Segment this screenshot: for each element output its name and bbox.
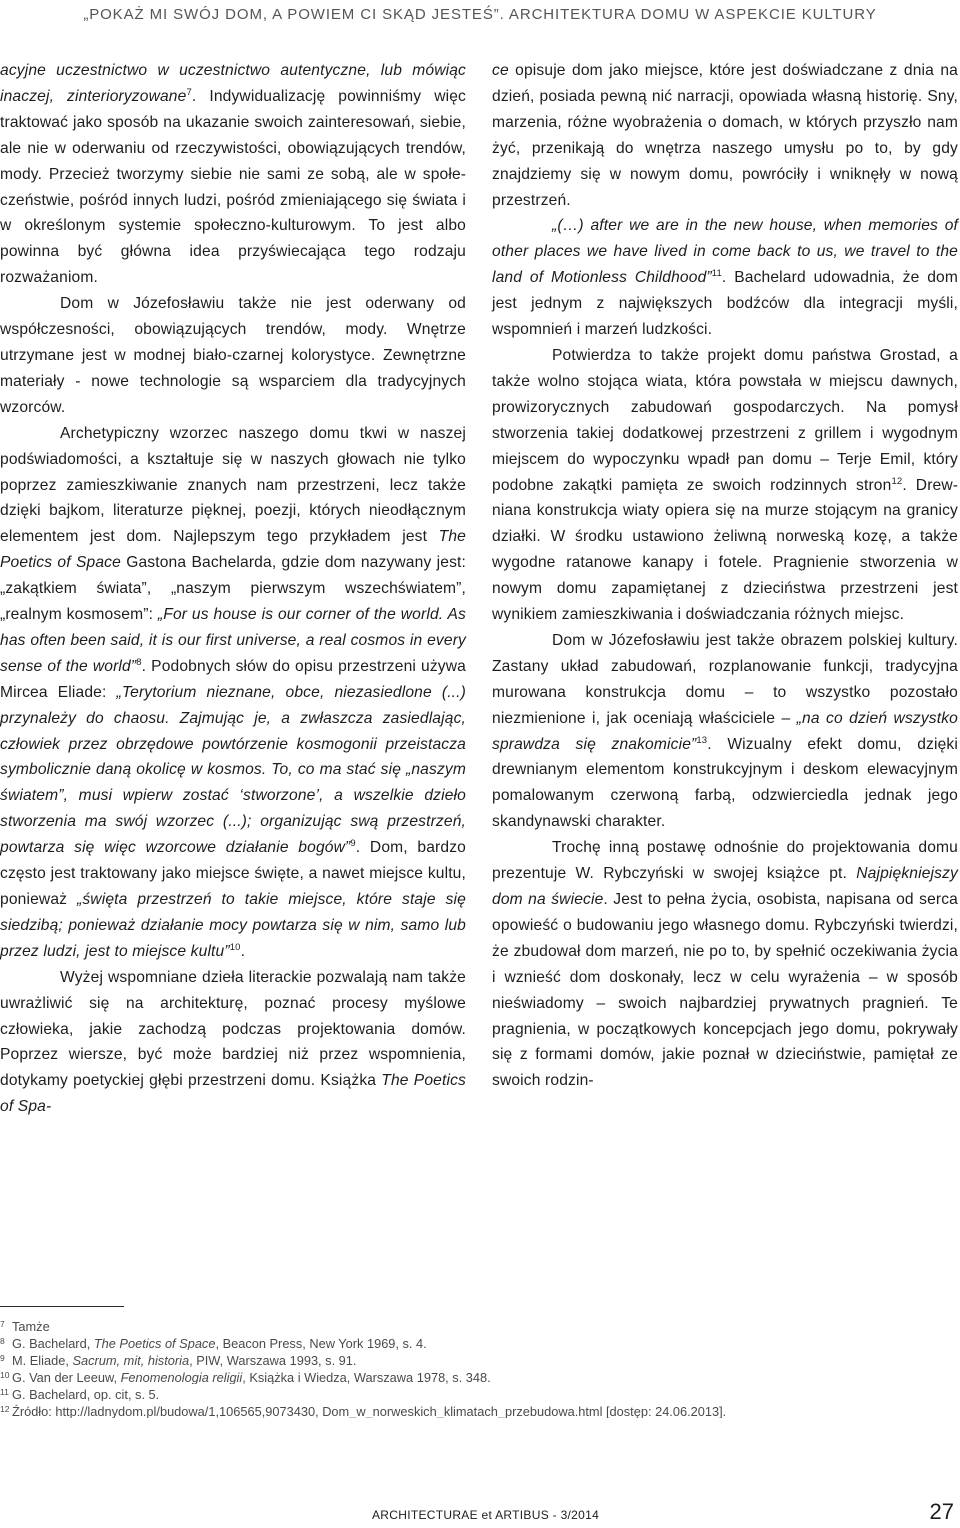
footnote-number: 11 — [0, 1387, 9, 1397]
text-run: Dom w Józefosławiu także nie jest oderwany od współczesności, obowiązujących trendów, mody. Wnętrze utrzymane jest w modnej biało-czarnej kolorystyce. Zewnętrzne materiały - nowe technologie są wsparciem dla tradycyjnych wzorców. — [0, 295, 466, 416]
footnote-ref: 9 — [350, 838, 356, 850]
text-run: M. Eliade, — [12, 1353, 73, 1367]
page-number: 27 — [929, 1499, 954, 1524]
footnote-rule — [0, 1306, 124, 1307]
italic-text: Najpiękniejszy dom na świecie — [492, 865, 958, 908]
italic-text: Sacrum, mit, historia — [72, 1353, 190, 1367]
text-run: Archetypiczny wzorzec naszego domu tkwi w naszej podświadomości, a kształtuje się w naszych głowach nie tylko poprzez zamieszkiwanie znanych nam przestrzeni, lecz także dzięki bajkom, literaturze pięknej, poezji, których nieodłącznym elementem jest dom. Najlepszym tego przykładem jest — [0, 424, 466, 546]
footnote-number: 8 — [0, 1336, 5, 1346]
footnote — [0, 1401, 950, 1418]
italic-text: „Terytorium nieznane, obce, niezasiedlone (...) przynależy do chaosu. Zajmując je, a zwłaszcza zasiedlając, człowiek przez obrzędowe powtórzenie kosmogonii przeistacza symbolicznie daną okolicę w kosmos. To, co ma stać się „naszym światem”, musi wpierw zostać ‘stworzone’, a wszelkie dzieło stworzenia ma swój wzorzec (...); organizując swą przestrzeń, powtarza się więc wzorcowe działanie bogów” — [0, 683, 466, 857]
footnote-ref: 12 — [891, 475, 903, 487]
italic-text: acyjne uczestnictwo w uczestnictwo autentyczne, lub mówiąc inaczej, zinterioryzowane — [0, 62, 466, 105]
text-run: . Drewniana konstrukcja wiaty opiera się na murze stojącym na granicy działki. W środku ustawiono żeliwną norweską kozę, a także wygodne ratanowe kanapy i fotele. Pragnienie stworzenia w nowym domu zapamiętanej z dzieciństwa przestrzeni jest wynikiem zamieszkiwania i doświadczania różnych miejsc. — [492, 476, 958, 624]
italic-text: „(…) after we are in the new house, when memories of other places we have lived in come back to us, we travel to the land of Motionless Childhood” — [492, 217, 958, 287]
italic-text: The Poetics of Spa- — [0, 1072, 466, 1116]
text-run: . Indywidualizację powinniśmy więc traktować jako sposób na ukazanie swoich zainteresowań, siebie, ale nie w oderwaniu od rzeczywistości, obowiązujących trendów, mody. Przecież tworzymy siebie nie sami ze sobą, ale w społeczeństwie, pośród innych ludzi, pośród zmieniającego się świata i w określonym systemie społeczno-kulturowym. To jest albo powinna być główna idea przyświecająca tego rodzaju rozważaniom. — [0, 87, 466, 287]
text-run: , Beacon Press, New York 1969, s. 4. — [215, 1336, 427, 1350]
italic-text: „For us house is our corner of the world. As has often been said, it is our first universe, a real cosmos in every sense of the world” — [0, 606, 467, 675]
footnote — [0, 1384, 950, 1401]
text-run: . Bachelard udowadnia, że dom jest jednym z największych bodźców dla integracji myśli, wspomnień i marzeń ludzkości. — [492, 269, 958, 339]
text-run: Źródło: http://ladnydom.pl/budowa/1,106565,9073430, Dom_w_norweskich_klimatach_przebudowa.html [dostęp: 24.06.2013]. — [12, 1404, 727, 1418]
paragraph — [492, 628, 958, 835]
text-run: . Dom, bardzo często jest traktowany jako miejsce święte, a nawet miejsce kultu, ponieważ — [0, 839, 466, 908]
text-run: . Wizualny efekt domu, dzięki drewnianym elementom konstrukcyjnym i deskom elewacyjnym pomalowanym czerwoną farbą, odzwierciedla jednak jego skandynawski charakter. — [492, 735, 958, 831]
text-run: , Książka i Wiedza, Warszawa 1978, s. 348. — [242, 1370, 491, 1384]
footnote-number: 12 — [0, 1404, 10, 1414]
text-run: . Jest to pełna życia, osobista, napisana od serca opowieść o budowaniu jego własnego domu. Rybczyński twierdzi, że zbudował dom marzeń, nie po to, by spełnić oczekiwania życia i wznieść dom doskonały, lecz w celu wyrażenia – w sposób nieświadomy – swoich najbardziej prywatnych pragnień. Te pragnienia, w początkowych koncepcjach jego domu, pokrywały się z formami domów, jakie poznał w dzieciństwie, pamiętał ze swoich rodzin- — [492, 891, 959, 1090]
paragraph — [492, 213, 958, 343]
paragraph — [492, 835, 958, 1094]
paragraph — [0, 291, 466, 421]
footnote-number: 9 — [0, 1353, 5, 1363]
journal-footer: ARCHITECTURAE et ARTIBUS - 3/2014 — [372, 1508, 600, 1522]
paragraph — [492, 343, 958, 628]
text-run: . Podobnych słów do opisu przestrzeni używa Mircea Eliade: — [0, 657, 466, 701]
footnote-ref: 11 — [711, 268, 722, 280]
text-run: . — [240, 942, 246, 960]
running-header: „POKAŻ MI SWÓJ DOM, A POWIEM CI SKĄD JESTEŚ”. ARCHITEKTURA DOMU W ASPEKCIE KULTURY — [83, 6, 877, 23]
footnote — [0, 1350, 950, 1367]
footnote-ref: 7 — [186, 86, 192, 98]
footnote-ref: 10 — [229, 941, 241, 953]
text-run: opisuje dom jako miejsce, które jest doświadczane z dnia na dzień, posiada pewną nić narracji, opowiada własną historię. Sny, marzenia, różne wyobrażenia o domach, w których przyszło nam żyć, przenikają do wnętrza naszego umysłu po to, by gdy znajdziemy się w nowym domu, powróciły i wniknęły w nową przestrzeń. — [492, 62, 958, 209]
paragraph — [492, 58, 958, 213]
text-run: Dom w Józefosławiu jest także obrazem polskiej kultury. Zastany układ zabudowań, rozplanowanie funkcji, tradycyjna murowana konstrukcja domu – to wszystko pozostało niezmienione i, jak oceniają właściciele – — [492, 631, 958, 727]
text-run: Wyżej wspomniane dzieła literackie pozwalają nam także uwrażliwić się na architekturę, poznać procesy myślowe człowieka, jakie zachodzą podczas projektowania domów. Poprzez wiersze, być może bardziej niż przez wspomnienia, dotykamy poetyckiej głębi przestrzeni domu. Książka — [0, 968, 466, 1090]
footnote — [0, 1333, 950, 1350]
right-text-column — [492, 58, 958, 1094]
left-text-column — [0, 58, 466, 1120]
footnote — [0, 1367, 950, 1384]
text-run: Trochę inną postawę odnośnie do projektowania domu prezentuje W. Rybczyński w swojej książce pt. — [492, 839, 958, 883]
footnote-ref: 8 — [136, 656, 142, 668]
text-run: , PIW, Warszawa 1993, s. 91. — [189, 1353, 357, 1367]
text-run: G. Van der Leeuw, — [12, 1370, 121, 1384]
paragraph — [0, 965, 466, 1120]
footnote-number: 10 — [0, 1370, 10, 1380]
footnote-ref: 13 — [696, 734, 708, 746]
italic-text: ce — [492, 62, 509, 79]
text-run: Tamże — [12, 1319, 50, 1333]
text-run: Gastona Bachelarda, gdzie dom nazywany jest: „zakątkiem świata”, „naszym pierwszym wszechświatem”, „realnym kosmosem”: — [0, 554, 466, 624]
italic-text: The Poetics of Space — [93, 1336, 216, 1350]
italic-text: The Poetics of Space — [0, 528, 466, 572]
paragraph — [0, 421, 466, 965]
paragraph — [0, 58, 466, 291]
footnote-number: 7 — [0, 1319, 5, 1329]
italic-text: „święta przestrzeń to takie miejsce, które staje się siedzibą; ponieważ działanie mocy powtarza się w nim, samo lub przez ludzi, jest to miejsce kultu” — [0, 891, 466, 960]
italic-text: „na co dzień wszystko sprawdza się znakomicie” — [492, 709, 958, 753]
footnotes — [0, 1316, 950, 1418]
text-run: G. Bachelard, — [12, 1336, 94, 1350]
text-run: Potwierdza to także projekt domu państwa Grostad, a także wolno stojąca wiata, która powstała w miejscu dawnych, prowizorycznych zabudowań gospodarczych. Na pomysł stworzenia takiej dodatkowej przestrzeni z grillem i wygodnym miejscem do wypoczynku wpadł pan domu – Terje Emil, który podobne zakątki pamięta ze swoich rodzinnych stron — [492, 346, 958, 494]
text-run: G. Bachelard, op. cit, s. 5. — [12, 1387, 160, 1401]
italic-text: Fenomenologia religii — [120, 1370, 243, 1384]
footnote — [0, 1316, 950, 1333]
